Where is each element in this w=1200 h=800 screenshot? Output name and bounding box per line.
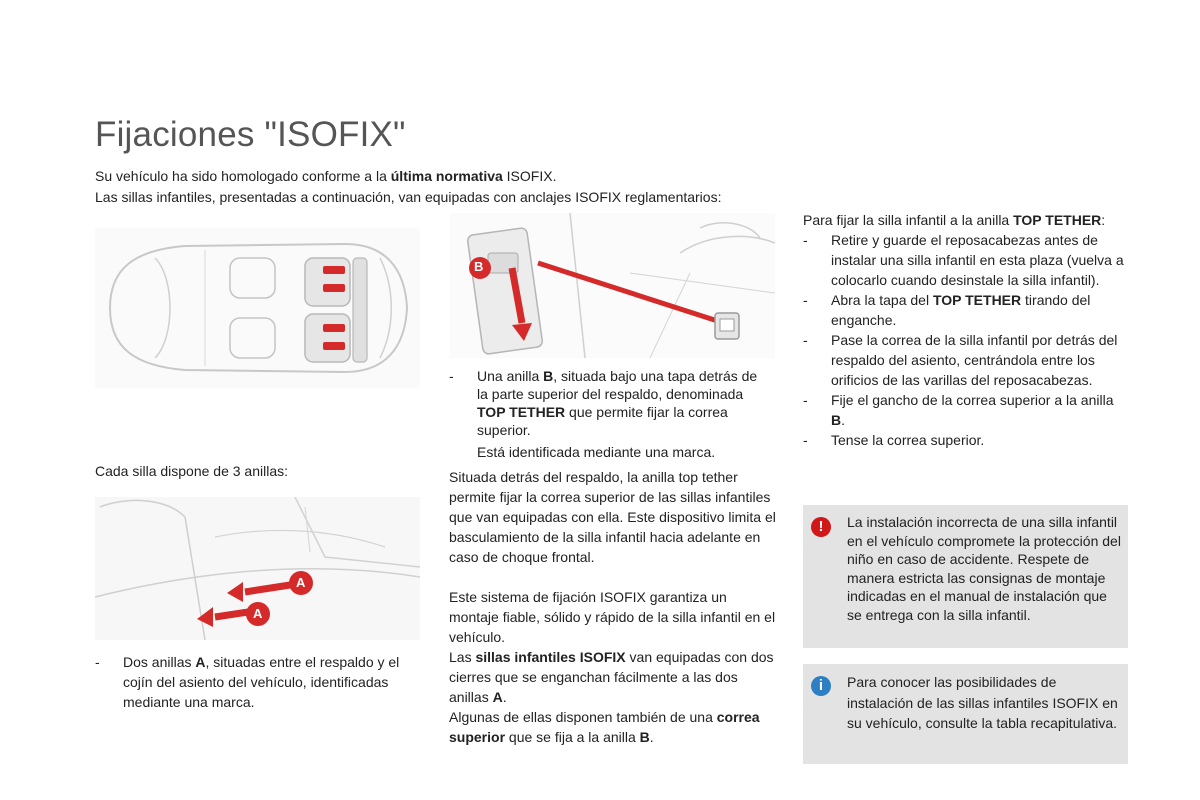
info-text: Para conocer las posibilidades de instalación de las sillas infantiles ISOFIX en su vehículo, consulte la tabla recapitulativa. bbox=[847, 674, 1118, 731]
seat-rings-illustration bbox=[95, 497, 420, 640]
text: Algunas de ellas disponen también de una bbox=[449, 709, 717, 725]
bold: B bbox=[831, 412, 842, 428]
intro bbox=[95, 166, 721, 208]
bold: TOP TETHER bbox=[932, 292, 1022, 308]
middle-column-text bbox=[449, 467, 779, 747]
text: : bbox=[1101, 212, 1106, 228]
dash: - bbox=[95, 654, 100, 670]
text: . bbox=[649, 729, 654, 745]
intro-text-end: ISOFIX. bbox=[502, 168, 557, 184]
intro-line-1 bbox=[95, 166, 721, 187]
text: que permite fijar la correa superior. bbox=[477, 404, 728, 438]
bold: correa superior bbox=[449, 709, 760, 745]
text: , situada bajo una tapa detrás de la parte superior del respaldo, denominada bbox=[477, 368, 758, 402]
text: Las bbox=[449, 649, 476, 665]
step-1 bbox=[803, 230, 1128, 290]
label-a-lower: A bbox=[253, 606, 263, 621]
dash: - bbox=[803, 232, 808, 248]
right-column-text bbox=[803, 210, 1128, 450]
dash: - bbox=[449, 368, 454, 384]
text: , situadas entre el respaldo y el cojín del asiento del vehículo, identificadas mediante una marca. bbox=[123, 654, 400, 710]
text: . bbox=[841, 412, 846, 428]
right-intro bbox=[803, 210, 1128, 230]
top-tether-illustration bbox=[450, 213, 775, 358]
dash: - bbox=[803, 432, 808, 448]
list-item-ring-b bbox=[449, 367, 769, 439]
bold: B bbox=[639, 729, 650, 745]
step-2 bbox=[803, 290, 1128, 330]
warning-box bbox=[803, 505, 1128, 648]
text: . bbox=[502, 689, 507, 705]
step-4 bbox=[803, 390, 1128, 430]
warning-text: La instalación incorrecta de una silla infantil en el vehículo compromete la protección del niño en caso de accidente. Respete de manera estricta las consignas de montaje indicadas en el manual de instalación que se entrega con la silla infantil. bbox=[847, 514, 1121, 623]
bold-a: A bbox=[195, 654, 206, 670]
intro-bold: última normativa bbox=[390, 168, 503, 184]
warning-icon bbox=[811, 517, 831, 537]
intro-text: Su vehículo ha sido homologado conforme a la bbox=[95, 168, 391, 184]
text: Pase la correa de la silla infantil por detrás del respaldo del asiento, centrándola entre los orificios de las varillas del reposacabezas. bbox=[831, 332, 1118, 388]
text: Tense la correa superior. bbox=[831, 432, 985, 448]
step-5 bbox=[803, 430, 1128, 450]
text: Una anilla bbox=[477, 368, 544, 384]
bold: sillas infantiles ISOFIX bbox=[475, 649, 626, 665]
text: Abra la tapa del bbox=[831, 292, 933, 308]
paragraph-top-strap bbox=[449, 707, 779, 747]
paragraph-isofix: Este sistema de fijación ISOFIX garantiza un montaje fiable, sólido y rápido de la silla infantil en el vehículo. bbox=[449, 589, 776, 645]
ring-b-description bbox=[449, 367, 769, 461]
info-glyph: i bbox=[818, 677, 824, 694]
intro-line-2: Las sillas infantiles, presentadas a continuación, van equipadas con anclajes ISOFIX reglamentarios: bbox=[95, 189, 722, 205]
text: Retire y guarde el reposacabezas antes de instalar una silla infantil en esta plaza (vuelva a colocarlo cuando desinstale la silla infantil). bbox=[831, 232, 1124, 288]
paragraph-top-tether: Situada detrás del respaldo, la anilla top tether permite fijar la correa superior de las sillas infantiles que van equipadas con ella. Este dispositivo limita el basculamiento de la silla infantil hacia adelante en caso de choque frontal. bbox=[449, 469, 776, 565]
dash: - bbox=[803, 292, 808, 308]
text: van equipadas con dos cierres que se enganchan fácilmente a las dos anillas bbox=[449, 649, 774, 705]
text: Fije el gancho de la correa superior a la anilla bbox=[831, 392, 1114, 408]
bold: A bbox=[492, 689, 503, 705]
dash: - bbox=[803, 392, 808, 408]
text: Para fijar la silla infantil a la anilla bbox=[803, 212, 1014, 228]
ring-a-description bbox=[95, 652, 415, 712]
label-a-upper: A bbox=[296, 575, 306, 590]
paragraph-isofix-seats bbox=[449, 647, 779, 707]
page-title: Fijaciones "ISOFIX" bbox=[95, 115, 406, 154]
bold-b: B bbox=[543, 368, 554, 384]
mark-note: Está identificada mediante una marca. bbox=[477, 444, 716, 460]
bold: TOP TETHER bbox=[1013, 212, 1102, 228]
text: que se fija a la anilla bbox=[505, 729, 640, 745]
text: Dos anillas bbox=[123, 654, 196, 670]
info-icon bbox=[811, 676, 831, 696]
text: tirando del enganche. bbox=[831, 292, 1091, 328]
car-topview-illustration bbox=[95, 228, 420, 388]
bold-top-tether: TOP TETHER bbox=[477, 404, 566, 420]
label-b: B bbox=[474, 259, 484, 274]
step-3 bbox=[803, 330, 1128, 390]
dash: - bbox=[803, 332, 808, 348]
rings-caption: Cada silla dispone de 3 anillas: bbox=[95, 463, 289, 479]
warning-glyph: ! bbox=[818, 518, 824, 535]
list-item-ring-a bbox=[95, 652, 415, 712]
info-box bbox=[803, 664, 1128, 764]
